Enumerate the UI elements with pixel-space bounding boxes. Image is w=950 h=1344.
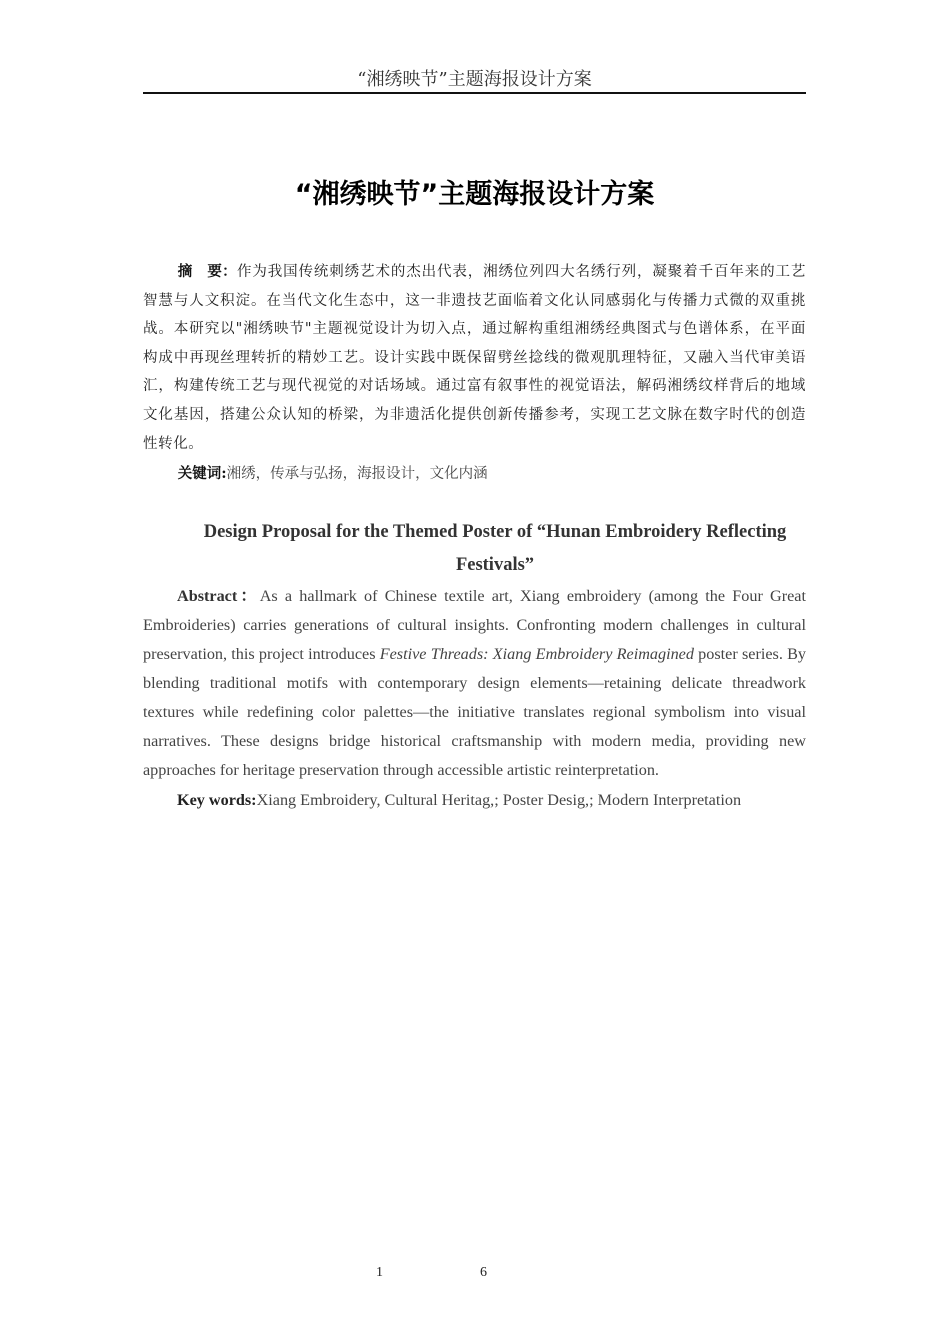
paper-title: “湘绣映节”主题海报设计方案 xyxy=(294,179,655,210)
english-abstract-text-before: As a hallmark of Chinese textile art, Xiang embroidery (among the Four Great Embroideries) carries generations of cultural insights. Confronting modern challenges in cultural preservation, this project introduces xyxy=(143,587,806,663)
chinese-keywords xyxy=(143,460,806,488)
english-keywords-label: Key words: xyxy=(177,791,257,809)
running-header-title: “湘绣映节”主题海报设计方案 xyxy=(357,69,592,90)
english-abstract-label: Abstract： xyxy=(177,587,260,605)
english-abstract-text-after: poster series. By blending traditional motifs with contemporary design elements—retaining delicate threadwork textures while redefining color palettes—the initiative translates regional symbolism into visual narratives. These designs bridge historical craftsmanship with modern media, providing new approaches for heritage preservation through accessible artistic reinterpretation. xyxy=(143,645,806,779)
page-total: 6 xyxy=(480,1265,487,1280)
chinese-abstract-text: 作为我国传统刺绣艺术的杰出代表，湘绣位列四大名绣行列，凝聚着千百年来的工艺智慧与人文积淀。在当代文化生态中，这一非遗技艺面临着文化认同感弱化与传播力式微的双重挑战。本研究以"湘绣映节"主题视觉设计为切入点，通过解构重组湘绣经典图式与色谱体系，在平面构成中再现丝理转折的精妙工艺。设计实践中既保留劈丝捻线的微观肌理特征，又融入当代审美语汇，构建传统工艺与现代视觉的对话场域。通过富有叙事性的视觉语法，解码湘绣纹样背后的地域文化基因，搭建公众认知的桥梁，为非遗活化提供创新传播参考，实现工艺文脉在数字时代的创造性转化。 xyxy=(143,264,806,452)
english-abstract xyxy=(143,582,806,785)
english-keywords xyxy=(143,786,806,814)
english-title: Design Proposal for the Themed Poster of “Hunan Embroidery Reflecting Festivals” xyxy=(203,522,787,575)
chinese-abstract-label: 摘 要： xyxy=(177,263,237,280)
chinese-abstract xyxy=(143,258,806,458)
page-number: 1 xyxy=(376,1265,383,1280)
chinese-keywords-text: 湘绣，传承与弘扬，海报设计，文化内涵 xyxy=(226,466,488,482)
english-abstract-series-title: Festive Threads: Xiang Embroidery Reimagined xyxy=(379,645,694,663)
chinese-keywords-label: 关键词: xyxy=(177,465,227,482)
english-keywords-text: Xiang Embroidery, Cultural Heritag,; Poster Desig,; Modern Interpretation xyxy=(256,791,742,809)
running-header xyxy=(143,68,806,94)
